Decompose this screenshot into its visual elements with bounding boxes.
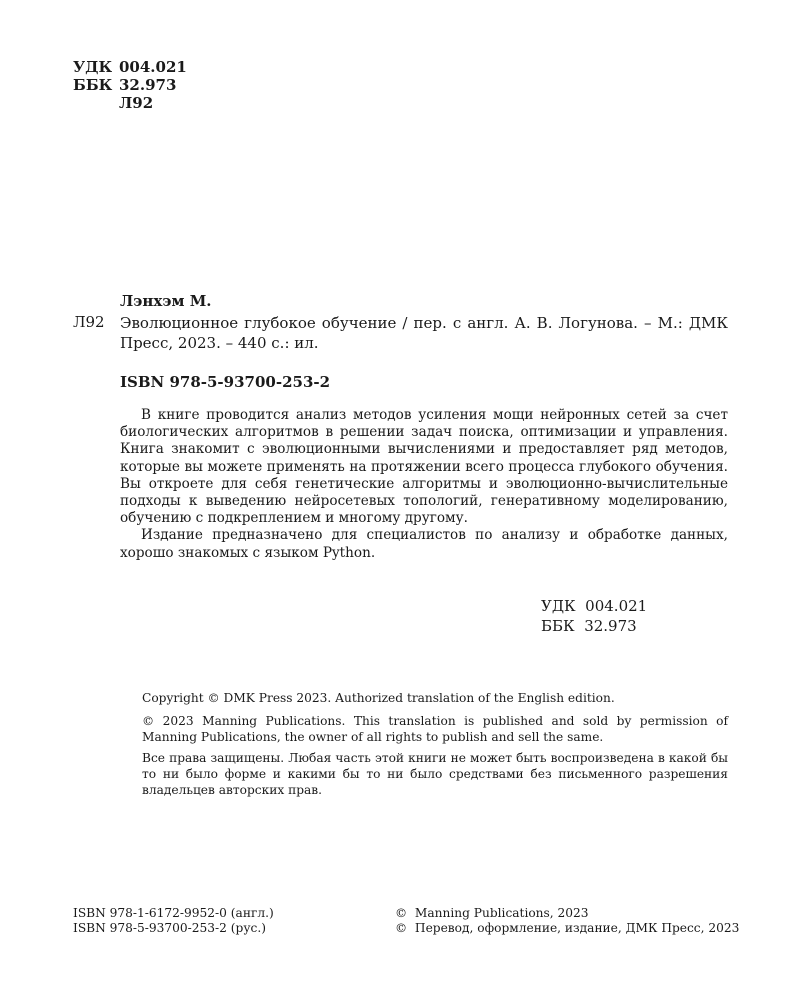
abstract-paragraph-2: Издание предназначено для специалистов по анализу и обработке данных, хорошо знакомых с языком Python.: [120, 527, 728, 561]
copyright-manning: © Manning Publications, 2023: [395, 906, 589, 920]
udk-label: УДК: [73, 58, 113, 76]
abstract: [120, 407, 728, 562]
author-mark: Л92: [119, 94, 154, 112]
copyright-dmk: © Перевод, оформление, издание, ДМК Пресс, 2023: [395, 921, 740, 935]
udk-code: 004.021: [119, 58, 187, 76]
author-name: Лэнхэм М.: [120, 292, 212, 310]
bbk-code: 32.973: [119, 76, 177, 94]
rights-notice: Все права защищены. Любая часть этой книги не может быть воспроизведена в какой бы то ни было форме и какими бы то ни было средствами без письменного разрешения владельцев авторских прав.: [142, 751, 728, 797]
copyright-line-1: Copyright © DMK Press 2023. Authorized translation of the English edition.: [142, 691, 615, 705]
udk-right: УДК 004.021: [541, 597, 648, 615]
udk-row-top: [73, 58, 187, 77]
bbk-right: ББК 32.973: [541, 617, 637, 635]
bbk-row-top: [73, 76, 177, 95]
bibliographic-title-line1: Эволюционное глубокое обучение / пер. с англ. А. В. Логунова. – М.: ДМК: [120, 314, 728, 332]
isbn-english: ISBN 978-1-6172-9952-0 (англ.): [73, 906, 274, 920]
isbn-main: ISBN 978-5-93700-253-2: [120, 373, 331, 391]
bbk-label: ББК: [73, 76, 113, 94]
copyright-line-2: © 2023 Manning Publications. This translation is published and sold by permission of Manning Publications, the owner of all rights to publish and sell the same.: [142, 714, 728, 744]
isbn-russian: ISBN 978-5-93700-253-2 (рус.): [73, 921, 266, 935]
classification-right: [541, 596, 647, 636]
abstract-paragraph-1: В книге проводится анализ методов усиления мощи нейронных сетей за счет биологических алгоритмов в решении задач поиска, оптимизации и управления. Книга знакомит с эволюционными вычислениями и предоставляет ряд методов, которые вы можете применять на протяжении всего процесса глубокого обучения. Вы откроете для себя генетические алгоритмы и эволюционно-вычислительные подходы к выведению нейросетевых топологий, генеративному моделированию, обучению с подкреплением и многому другому.: [120, 407, 728, 527]
bibliographic-title-line2: Пресс, 2023. – 440 с.: ил.: [120, 334, 319, 352]
shelf-mark: Л92: [73, 313, 105, 331]
